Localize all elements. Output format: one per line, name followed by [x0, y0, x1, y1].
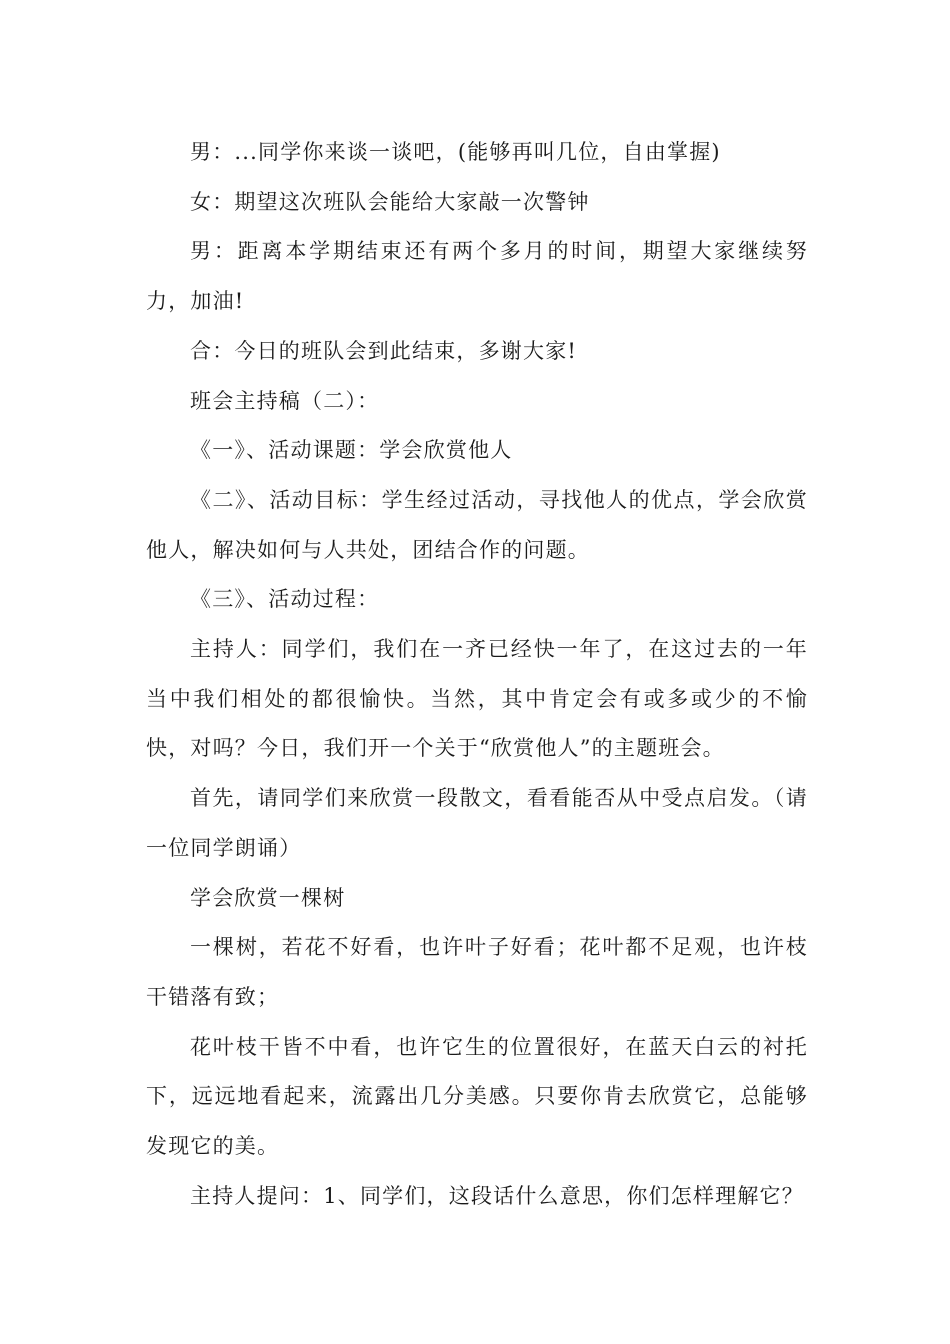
paragraph: 《三》、活动过程：	[190, 587, 380, 612]
paragraph: 主持人：同学们，我们在一齐已经快一年了，在这过去的一年当中我们相处的都很愉快。当然，其中肯定会有或多或少的不愉快，对吗？今日，我们开一个关于“欣赏他人”的主题班会。	[146, 637, 808, 761]
paragraph: 女：期望这次班队会能给大家敲一次警钟	[190, 189, 590, 214]
section-heading: 班会主持稿（二）：	[190, 388, 380, 413]
paragraph: 首先，请同学们来欣赏一段散文，看看能否从中受点启发。（请一位同学朗诵）	[146, 786, 808, 860]
paragraph: 一棵树，若花不好看，也许叶子好看；花叶都不足观，也许枝干错落有致；	[146, 935, 808, 1009]
paragraph: 男：...同学你来谈一谈吧，(能够再叫几位，自由掌握)	[190, 140, 721, 164]
document-body	[146, 128, 808, 1221]
paragraph: 《二》、活动目标：学生经过活动，寻找他人的优点，学会欣赏他人，解决如何与人共处，团结合作的问题。	[146, 487, 808, 562]
paragraph: 合：今日的班队会到此结束，多谢大家!	[190, 338, 578, 363]
paragraph: 主持人提问：1、同学们，这段话什么意思，你们怎样理解它？	[190, 1183, 804, 1208]
paragraph: 《一》、活动课题：学会欣赏他人	[190, 438, 513, 463]
paragraph: 花叶枝干皆不中看，也许它生的位置很好，在蓝天白云的衬托下，远远地看起来，流露出几分美感。只要你肯去欣赏它，总能够发现它的美。	[146, 1034, 808, 1159]
essay-title: 学会欣赏一棵树	[190, 885, 346, 910]
paragraph: 男：距离本学期结束还有两个多月的时间，期望大家继续努力，加油!	[146, 239, 808, 314]
